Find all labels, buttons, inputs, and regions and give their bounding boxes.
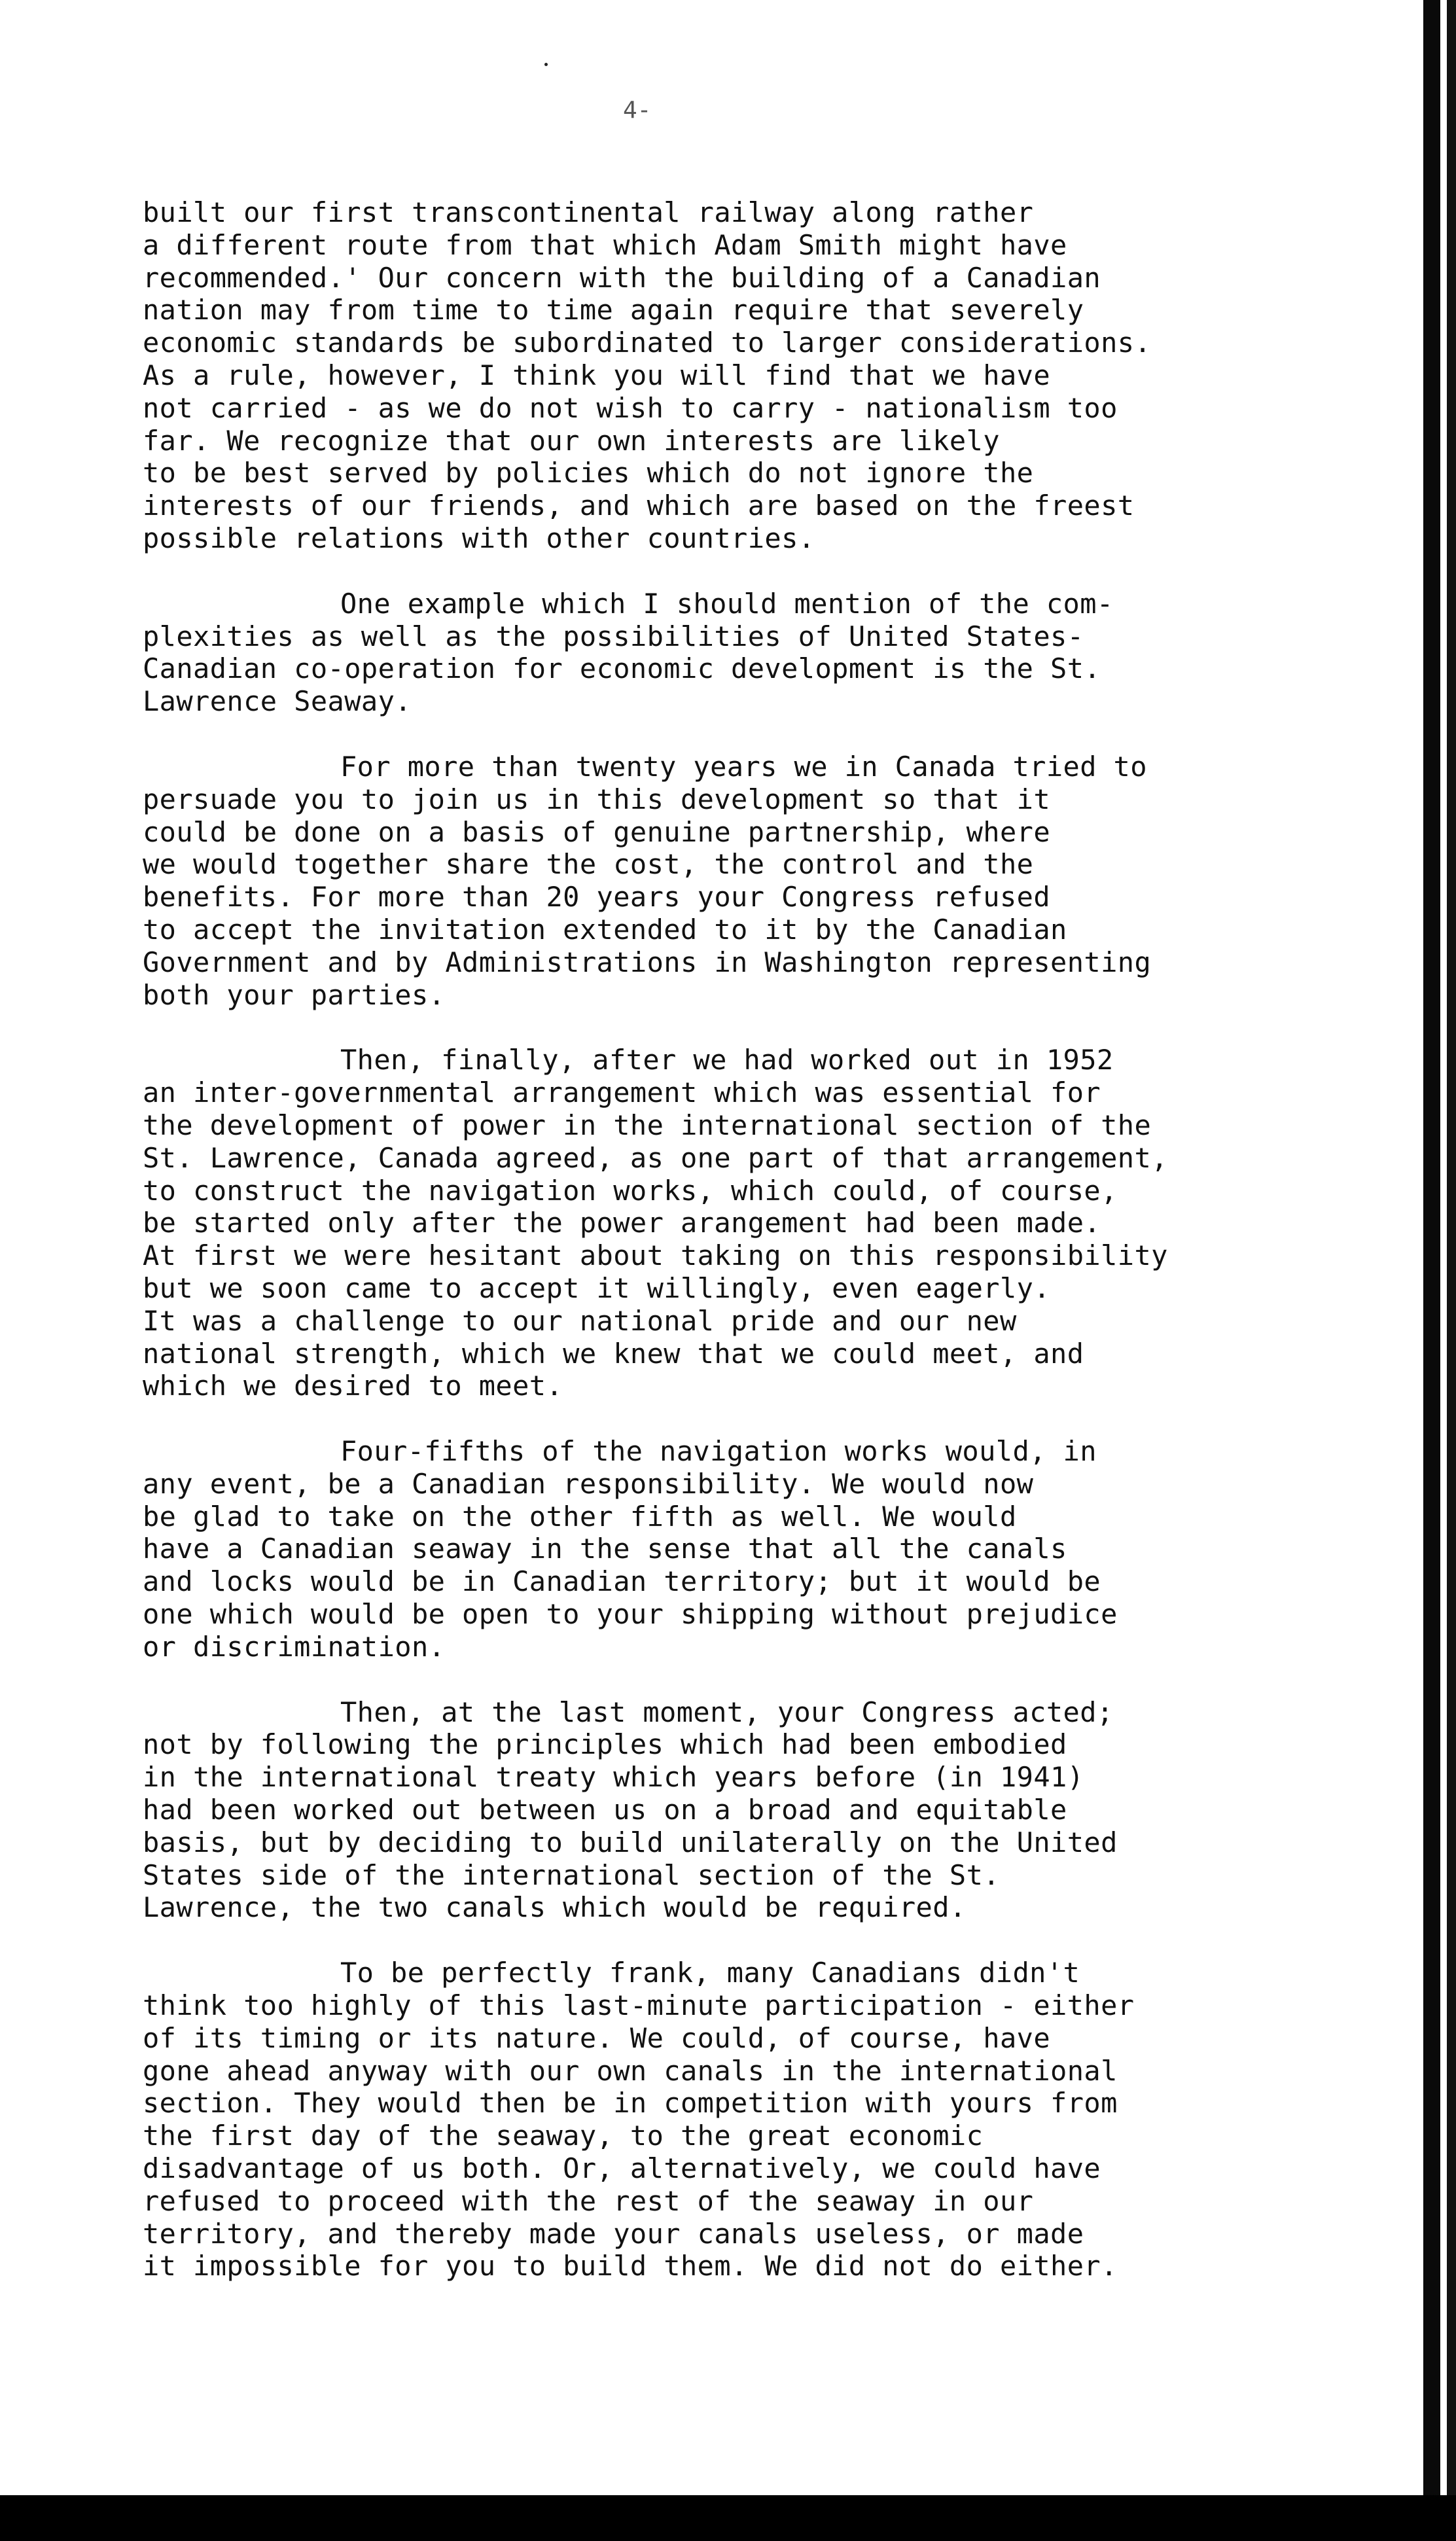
text-line: At first we were hesitant about taking on this responsibility — [143, 1239, 1168, 1272]
text-line: we would together share the cost, the control and the — [143, 848, 1034, 881]
text-line: which we desired to meet. — [143, 1370, 563, 1402]
text-line: plexities as well as the possibilities of United States- — [143, 620, 1084, 652]
paragraph — [143, 751, 1373, 1011]
text-line: Government and by Administrations in Washington representing — [143, 946, 1152, 978]
text-line: recommended.' Our concern with the building of a Canadian — [143, 261, 1101, 294]
text-line: section. They would then be in competition with yours from — [143, 2087, 1118, 2120]
document-body — [143, 196, 1373, 2315]
text-line: One example which I should mention of the com- — [340, 587, 1114, 620]
text-line: interests of our friends, and which are based on the freest — [143, 489, 1135, 522]
text-line: Four-fifths of the navigation works would, in — [340, 1435, 1097, 1468]
text-line: the first day of the seaway, to the great economic — [143, 2120, 984, 2152]
text-line: To be perfectly frank, many Canadians didn't — [340, 1957, 1080, 1989]
text-line: disadvantage of us both. Or, alternatively, we could have — [143, 2152, 1101, 2185]
paragraph — [143, 588, 1373, 718]
text-line: Then, finally, after we had worked out in 1952 — [340, 1044, 1114, 1076]
text-line: the development of power in the international section of the — [143, 1109, 1152, 1141]
stray-mark — [544, 63, 548, 66]
text-line: any event, be a Canadian responsibility. We would now — [143, 1467, 1034, 1500]
text-line: to be best served by policies which do not ignore the — [143, 457, 1034, 489]
text-line: of its timing or its nature. We could, of course, have — [143, 2021, 1051, 2054]
text-line: think too highly of this last-minute participation - either — [143, 1989, 1135, 2022]
text-line: For more than twenty years we in Canada tried to — [340, 750, 1147, 783]
text-line: benefits. For more than 20 years your Congress refused — [143, 881, 1051, 914]
text-line: both your parties. — [143, 978, 446, 1011]
text-line: basis, but by deciding to build unilaterally on the United — [143, 1826, 1118, 1858]
text-line: As a rule, however, I think you will find that we have — [143, 359, 1051, 391]
text-line: far. We recognize that our own interests are likely — [143, 424, 1000, 457]
text-line: possible relations with other countries. — [143, 522, 815, 554]
text-line: territory, and thereby made your canals useless, or made — [143, 2217, 1084, 2250]
page-edge-scan-border — [1417, 0, 1456, 2541]
text-line: in the international treaty which years before (in 1941) — [143, 1761, 1084, 1794]
text-line: have a Canadian seaway in the sense that all the canals — [143, 1533, 1067, 1565]
paragraph — [143, 1435, 1373, 1663]
text-line: not carried - as we do not wish to carry - nationalism too — [143, 391, 1118, 424]
paragraph — [143, 1044, 1373, 1402]
text-line: to construct the navigation works, which could, of course, — [143, 1174, 1118, 1207]
text-line: to accept the invitation extended to it by the Canadian — [143, 913, 1067, 946]
text-line: refused to proceed with the rest of the seaway in our — [143, 2184, 1034, 2217]
text-line: an inter-governmental arrangement which was essential for — [143, 1076, 1101, 1109]
text-line: not by following the principles which had been embodied — [143, 1728, 1067, 1761]
text-line: persuade you to join us in this development so that it — [143, 783, 1051, 815]
text-line: had been worked out between us on a broad and equitable — [143, 1794, 1067, 1826]
text-line: nation may from time to time again require that severely — [143, 294, 1084, 327]
text-line: Lawrence, the two canals which would be required. — [143, 1891, 967, 1924]
text-line: gone ahead anyway with our own canals in the international — [143, 2054, 1118, 2087]
page-number: 4- — [623, 97, 652, 124]
text-line: it impossible for you to build them. We did not do either. — [143, 2250, 1118, 2283]
text-line: and locks would be in Canadian territory; but it would be — [143, 1565, 1101, 1598]
text-line: built our first transcontinental railway along rather — [143, 196, 1034, 228]
text-line: could be done on a basis of genuine partnership, where — [143, 815, 1051, 848]
text-line: be glad to take on the other fifth as well. We would — [143, 1500, 1017, 1533]
paragraph — [143, 196, 1373, 555]
bottom-scan-border — [0, 2495, 1456, 2541]
text-line: be started only after the power arangement had been made. — [143, 1207, 1101, 1239]
text-line: It was a challenge to our national pride and our new — [143, 1304, 1017, 1337]
paragraph — [143, 1696, 1373, 1925]
text-line: Lawrence Seaway. — [143, 685, 412, 718]
text-line: Then, at the last moment, your Congress acted; — [340, 1696, 1114, 1728]
paragraph — [143, 1957, 1373, 2283]
text-line: a different route from that which Adam Smith might have — [143, 228, 1067, 261]
text-line: national strength, which we knew that we could meet, and — [143, 1337, 1084, 1370]
text-line: but we soon came to accept it willingly, even eagerly. — [143, 1271, 1051, 1304]
text-line: one which would be open to your shipping without prejudice — [143, 1598, 1118, 1631]
text-line: States side of the international section of the St. — [143, 1858, 1000, 1891]
text-line: St. Lawrence, Canada agreed, as one part of that arrangement, — [143, 1141, 1168, 1174]
text-line: Canadian co-operation for economic development is the St. — [143, 652, 1101, 685]
text-line: or discrimination. — [143, 1630, 446, 1663]
text-line: economic standards be subordinated to larger considerations. — [143, 327, 1152, 359]
